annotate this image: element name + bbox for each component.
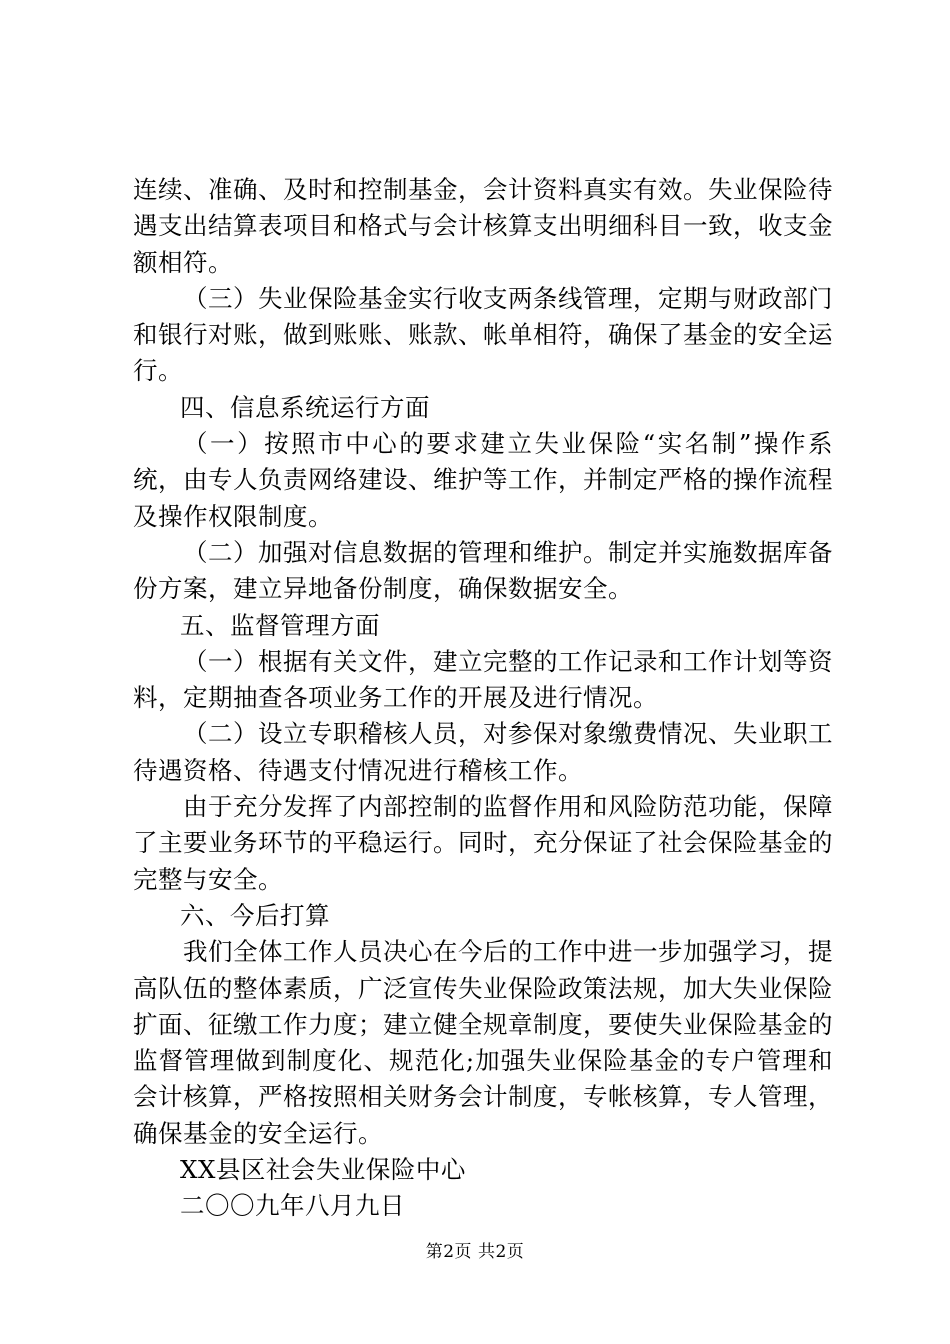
signature-date: 二〇〇九年八月九日 [180, 1191, 405, 1221]
signature-organization: XX县区社会失业保险中心 [180, 1155, 466, 1185]
section-heading-5: 五、监督管理方面 [180, 610, 380, 640]
paragraph-item-1: （一）根据有关文件，建立完整的工作记录和工作计划等资料，定期抽查各项业务工作的开展及进行情况。 [133, 646, 833, 713]
page-number-footer: 第2页 共2页 [425, 1242, 525, 1262]
paragraph-item-1: （一）按照市中心的要求建立失业保险“实名制”操作系统，由专人负责网络建设、维护等工作，并制定严格的操作流程及操作权限制度。 [133, 429, 833, 531]
paragraph-item-3: （三）失业保险基金实行收支两条线管理，定期与财政部门和银行对账，做到账账、账款、帐单相符，确保了基金的安全运行。 [133, 283, 833, 386]
paragraph-item-2: （二）加强对信息数据的管理和维护。制定并实施数据库备份方案，建立异地备份制度，确保数据安全。 [133, 537, 833, 604]
section-heading-4: 四、信息系统运行方面 [180, 392, 430, 422]
paragraph-plan: 我们全体工作人员决心在今后的工作中进一步加强学习，提高队伍的整体素质，广泛宣传失业保险政策法规，加大失业保险扩面、征缴工作力度；建立健全规章制度，要使失业保险基金的监督管理做到制度化、规范化;加强失业保险基金的专户管理和会计核算，严格按照相关财务会计制度，专帐核算，专人管理，确保基金的安全运行。 [133, 937, 833, 1148]
paragraph-continuation: 连续、准确、及时和控制基金，会计资料真实有效。失业保险待遇支出结算表项目和格式与会计核算支出明细科目一致，收支金额相符。 [133, 175, 833, 277]
document-body [133, 172, 833, 1225]
paragraph-summary: 由于充分发挥了内部控制的监督作用和风险防范功能，保障了主要业务环节的平稳运行。同时，充分保证了社会保险基金的完整与安全。 [133, 792, 833, 894]
section-heading-6: 六、今后打算 [180, 900, 330, 930]
paragraph-item-2: （二）设立专职稽核人员，对参保对象缴费情况、失业职工待遇资格、待遇支付情况进行稽核工作。 [133, 719, 833, 785]
